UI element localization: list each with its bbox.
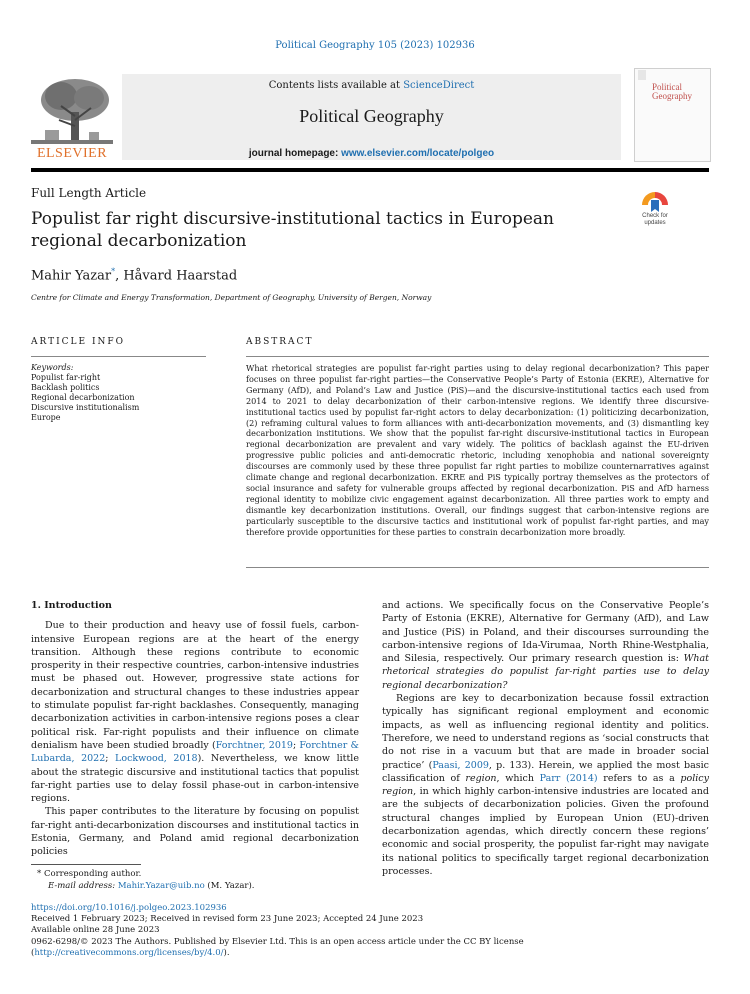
keyword-item: Regional decarbonization <box>31 393 135 402</box>
section-divider <box>31 356 206 357</box>
section-divider <box>246 356 709 357</box>
journal-reference[interactable]: Political Geography 105 (2023) 102936 <box>275 40 475 51</box>
journal-homepage: journal homepage: www.elsevier.com/locate/polgeo <box>248 148 495 159</box>
citation-link[interactable]: Parr (2014) <box>539 772 598 784</box>
available-date: Available online 28 June 2023 <box>31 925 160 936</box>
license-line: 0962-6298/© 2023 The Authors. Published by Elsevier Ltd. This is an open access article under the CC BY license (http://creativecommons.org/licenses/by/4.0/). <box>31 936 524 958</box>
license-link[interactable]: http://creativecommons.org/licenses/by/4.0/ <box>34 947 224 958</box>
article-type: Full Length Article <box>31 186 147 200</box>
publisher-wordmark: ELSEVIER <box>36 146 108 161</box>
keyword-item: Populist far-right <box>31 373 101 382</box>
keyword-item: Discursive institutionalism <box>31 403 140 412</box>
check-for-updates-label: Check for updates <box>642 213 668 226</box>
cover-badge <box>638 70 646 80</box>
body-paragraph: Regions are key to decarbonization because fossil extraction typically has significant regional employment and economic impacts, as well as influencing regional identity and politics. Therefore, we need to understand regions as ‘social constructs that do not rise in a vacuum but that are made in broader social practice’ (Paasi, 2009, p. 133). Herein, we applied the most basic classification of region, which Parr (2014) refers to as a policy region, in which highly carbon-intensive industries are located and are the subjects of decarbonization policies. Given the profound structural changes implied by European Union (EU)-driven decarbonization agendas, which directly concern these regions’ economic and social prosperity, the populist far-right may navigate its national politics to specifically target regional decarbonization processes. <box>382 693 709 877</box>
received-dates: Received 1 February 2023; Received in revised form 23 June 2023; Accepted 24 June 2023 <box>31 914 424 925</box>
footnote: * Corresponding author. E-mail address: Mahir.Yazar@uib.no (M. Yazar). <box>37 869 255 891</box>
author-name: Mahir Yazar <box>31 268 112 284</box>
sciencedirect-link[interactable]: ScienceDirect <box>403 80 475 91</box>
keyword-list <box>31 373 139 423</box>
keyword-item: Europe <box>31 413 61 422</box>
abstract-heading: ABSTRACT <box>246 337 314 347</box>
footnote-divider <box>31 864 141 865</box>
corresponding-author-mark[interactable]: * <box>111 267 116 276</box>
research-question: What rhetorical strategies do populist far-right parties use to delay regional decarbonization? <box>382 653 709 691</box>
body-paragraph: Due to their production and heavy use of fossil fuels, carbon-intensive European regions are at the heart of the energy transition. Although these regions contribute to economic prosperity in their respective countries, carbon-intensive industries must be phased out. However, progressive state actions for decarbonization and structural changes to these industries appear to stimulate populist far-right backlashes. Consequently, managing decarbonization activities in carbon-intensive regions poses a clear political risk. Far-right populists and their influence on climate denialism have been studied broadly (Forchtner, 2019; Forchtner & Lubarda, 2022; Lockwood, 2018). Nevertheless, we know little about the strategic discursive and institutional tactics that populist far-right parties use to delay fossil phase-out in carbon-intensive regions. <box>31 620 359 805</box>
citation-link[interactable]: Forchtner & Lubarda, 2022 <box>31 739 359 765</box>
footnote-mark: * <box>37 869 42 879</box>
keyword-item: Backlash politics <box>31 383 100 392</box>
doi-link[interactable]: https://doi.org/10.1016/j.polgeo.2023.102936 <box>31 903 227 913</box>
cover-title: Political Geography <box>652 82 692 101</box>
author-list: Mahir Yazar*, Håvard Haarstad <box>31 267 238 284</box>
body-paragraph: and actions. We specifically focus on the Conservative People’s Party of Estonia (EKRE), Alternative for Germany (AfD), and Law and Justice (PiS) in Poland, and their discourses surrounding the carbon-intensive regions of Ida-Virumaa, North Rhine-Westphalia, and Silesia, respectively. Our primary research question is: What rhetorical strategies do populist far-right parties use to delay regional decarbonization? <box>382 600 709 691</box>
journal-title: Political Geography <box>299 106 444 126</box>
citation-link[interactable]: Paasi, 2009 <box>432 759 489 771</box>
journal-homepage-link[interactable]: www.elsevier.com/locate/polgeo <box>341 148 495 159</box>
section-divider <box>246 567 709 568</box>
body-column-left <box>31 599 359 859</box>
article-title: Populist far right discursive-institutional tactics in European regional decarbonization <box>31 209 554 251</box>
author-affiliation: Centre for Climate and Energy Transformation, Department of Geography, University of Bergen, Norway <box>31 293 432 302</box>
article-info-heading: ARTICLE INFO <box>31 337 126 347</box>
author-email-link[interactable]: Mahir.Yazar@uib.no <box>117 881 205 891</box>
author-name: Håvard Haarstad <box>123 268 238 284</box>
citation-link[interactable]: Forchtner, 2019 <box>215 739 293 751</box>
abstract-text: What rhetorical strategies are populist far-right parties using to delay regional decarbonization? This paper focuses on three populist far-right parties—the Conservative People’s Party of Estonia (EKRE), Alternative for Germany (AfD), and Poland’s Law and Justice (PiS)—and the discursive-institutional tactics each used from 2014 to 2021 to delay decarbonization of their carbon-intensive regions. We identify three discursive-institutional tactics used by populist far-right actors to delay decarbonization: (1) politicizing decarbonization, (2) reframing cultural values to form alliances with anti-decarbonization movements, and (3) dismantling key decarbonization institutions. We show that the populist far-right discursive-institutional tactics in European regional decarbonization are prevalent and vary widely. The politics of backlash against the EU-driven progressive public policies and anti-democratic rhetoric, including xenophobia and national sovereignty discourses are commonly used by these three populist far right parties to mobilize counternarratives against climate change and regional decarbonization. EKRE and PiS typically portray themselves as the protectors of social insurance and safety for vulnerable groups affected by regional decarbonization. PiS and AfD harness regional identity to mobilize civic engagement against decarbonization. All three parties work to empty and dismantle key decarbonization institutions. Overall, our findings suggest that carbon-intensive regions are particularly susceptible to the discursive tactics and institutional work of populist far-right parties, and may therefore provide opportunities for these parties to constrain decarbonization more broadly. <box>246 363 709 537</box>
body-paragraph: This paper contributes to the literature by focusing on populist far-right anti-decarbonization discourses and institutional tactics in Estonia, Germany, and Poland amid regional decarbonization policies <box>31 806 359 858</box>
section-heading: 1. Introduction <box>31 600 112 611</box>
header-rule <box>31 168 709 172</box>
contents-line: Contents lists available at ScienceDirect <box>268 80 475 91</box>
citation-link[interactable]: Lockwood, 2018 <box>115 753 198 765</box>
body-column-right <box>382 599 709 878</box>
keywords-label: Keywords: <box>31 363 74 372</box>
article-footer <box>31 903 721 959</box>
